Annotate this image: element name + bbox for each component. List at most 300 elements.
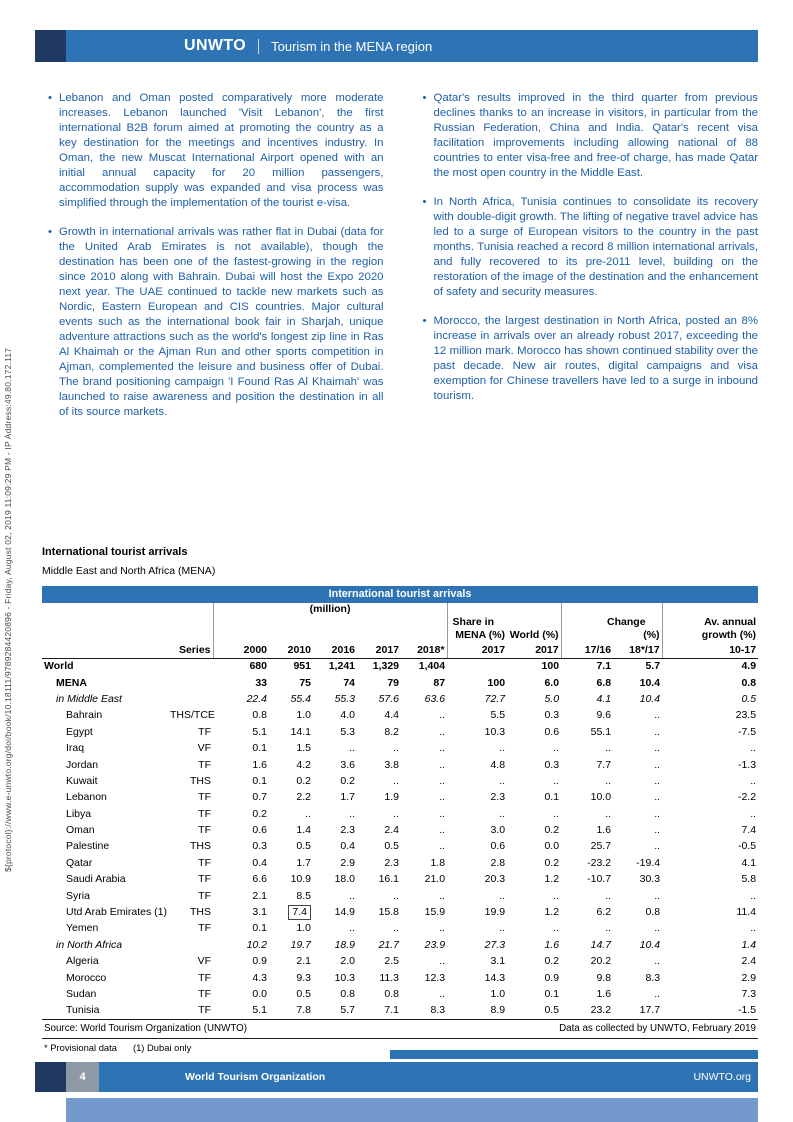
col-2000: 2000 (213, 642, 269, 658)
cell-share-world: 1.2 (544, 906, 560, 919)
cell-growth: 0.8 (741, 676, 757, 689)
footer-bottom-bar (66, 1098, 758, 1122)
cell-2018: 12.3 (424, 971, 446, 984)
row-label: Saudi Arabia (66, 873, 126, 886)
cell-2018: .. (439, 774, 446, 787)
body-columns (35, 91, 758, 434)
arrivals-data-table (42, 603, 758, 1019)
table-caption-title: International tourist arrivals (42, 546, 188, 558)
cell-2018: 15.9 (424, 906, 446, 919)
cell-2016: 14.9 (334, 906, 355, 919)
cell-2010: 1.4 (296, 824, 311, 837)
table-row (42, 691, 758, 707)
row-label: Utd Arab Emirates (1) (66, 906, 167, 919)
cell-2018: .. (439, 709, 446, 722)
cell-2018: .. (439, 807, 446, 820)
header-divider (258, 39, 259, 54)
cell-2010: 0.5 (296, 840, 311, 853)
cell-2016: .. (349, 742, 355, 755)
cell-growth: 1.4 (741, 938, 757, 951)
cell-2010: 14.1 (290, 725, 311, 738)
data-collection-note: Data as collected by UNWTO, February 2019 (559, 1022, 756, 1034)
cell-change-17-16: .. (605, 774, 612, 787)
table-row (42, 937, 758, 953)
header-row-groups-2 (42, 616, 758, 629)
cell-2010: 9.3 (296, 971, 311, 984)
cell-2000: 0.2 (252, 807, 267, 820)
cell-2018: .. (439, 824, 446, 837)
cell-2010: 2.1 (296, 955, 311, 968)
cell-2017: 1.9 (384, 791, 399, 804)
cell-2016: 0.4 (340, 840, 355, 853)
cell-2016: 18.0 (334, 873, 355, 886)
row-label: Jordan (66, 758, 99, 771)
source-note: Source: World Tourism Organization (UNWTO) (44, 1022, 248, 1034)
cell-2010: 8.5 (296, 889, 311, 902)
cell-2017: 57.6 (378, 692, 399, 705)
cell-change-17-16: 4.1 (596, 692, 612, 705)
row-series: TF (198, 807, 211, 820)
row-label: Tunisia (66, 1004, 100, 1017)
page-number: 4 (66, 1062, 99, 1092)
cell-2000: 0.6 (252, 824, 267, 837)
cell-2010: 19.7 (290, 938, 311, 951)
cell-change-18-17: .. (654, 725, 661, 738)
cell-2000: 1.6 (252, 758, 267, 771)
cell-2010: 0.5 (296, 988, 311, 1000)
cell-growth: 11.4 (736, 906, 757, 919)
paragraph-text: In North Africa, Tunisia continues to consolidate its recovery with double-digit growth. The lifting of negative travel advice has led to a surge of European visitors to the country in the past months. Tunisia reached a record 8 million international arrivals, and fully recovered to its pre-2011 level, building on the restoration of the image of the destination and the enhancement of safety and security measures. (433, 196, 758, 298)
cell-change-18-17: 10.4 (639, 676, 661, 689)
cell-change-18-17: 0.8 (645, 906, 661, 919)
group-million: (million) (213, 603, 447, 616)
header-accent-square (35, 30, 66, 62)
cell-2016: 2.0 (340, 955, 355, 968)
cell-share-mena: .. (499, 774, 506, 787)
cell-2018: .. (439, 988, 446, 1000)
row-label: World (44, 660, 74, 673)
header-row-years (42, 642, 758, 658)
table-source-row (42, 1019, 758, 1039)
table-row (42, 904, 758, 920)
table-row (42, 887, 758, 903)
cell-2000: 0.8 (252, 709, 267, 722)
cell-2018: 1,404 (418, 660, 446, 673)
cell-2016: .. (349, 807, 355, 820)
col-2017: 2017 (357, 642, 401, 658)
table-row (42, 871, 758, 887)
cell-2018: .. (439, 742, 446, 755)
cell-change-18-17: .. (654, 774, 661, 787)
row-series: TF (198, 971, 211, 984)
cell-growth: 7.3 (741, 988, 757, 1000)
cell-share-mena: 8.9 (490, 1004, 506, 1017)
cell-change-17-16: -10.7 (587, 873, 612, 886)
cell-share-mena: 4.8 (490, 758, 506, 771)
table-row (42, 658, 758, 674)
cell-change-17-16: 9.8 (596, 971, 612, 984)
cell-2017: .. (393, 774, 399, 787)
row-series (168, 658, 213, 674)
table-row (42, 969, 758, 985)
cell-2018: 1.8 (430, 856, 446, 869)
right-column (410, 91, 759, 434)
group-share-in: Share in (447, 616, 561, 629)
cell-2016: 0.2 (340, 774, 355, 787)
cell-growth: .. (750, 742, 757, 755)
cell-share-world: 0.0 (544, 840, 560, 853)
cell-growth: 2.4 (741, 955, 757, 968)
cell-growth: .. (750, 774, 757, 787)
cell-2017: 7.1 (384, 1004, 399, 1017)
cell-share-mena: 72.7 (484, 692, 506, 705)
col-2016: 2016 (313, 642, 357, 658)
cell-2000: 5.1 (252, 1004, 267, 1017)
cell-change-17-16: 55.1 (590, 725, 612, 738)
table-row (42, 806, 758, 822)
row-series: TF (198, 725, 211, 738)
cell-share-mena: 19.9 (484, 906, 506, 919)
cell-change-18-17: 17.7 (639, 1004, 661, 1017)
cell-2018: 87 (433, 676, 446, 689)
cell-change-17-16: 14.7 (590, 938, 612, 951)
cell-share-mena: 0.6 (490, 840, 506, 853)
cell-change-18-17: -19.4 (636, 856, 661, 869)
cell-2010: 1.5 (296, 742, 311, 755)
cell-2017: 21.7 (378, 938, 399, 951)
cell-2000: 22.4 (246, 692, 267, 705)
cell-2017: 2.5 (384, 955, 399, 968)
cell-share-mena: 3.0 (490, 824, 506, 837)
row-series: THS (190, 774, 211, 787)
cell-change-17-16: -23.2 (587, 856, 612, 869)
cell-2000: 0.0 (252, 988, 267, 1000)
cell-2010: 55.4 (290, 692, 311, 705)
row-label: Syria (66, 889, 90, 902)
col-share-world-year: 2017 (507, 642, 561, 658)
cell-share-world: 0.6 (544, 725, 560, 738)
cell-2016: 3.6 (340, 758, 355, 771)
cell-2018: 8.3 (430, 1004, 446, 1017)
bullet-icon: • (422, 196, 427, 208)
table-row (42, 838, 758, 854)
cell-2017: 15.8 (378, 906, 399, 919)
cell-2017: 8.2 (384, 725, 399, 738)
cell-2017: 79 (387, 676, 399, 689)
cell-2017: 2.4 (384, 824, 399, 837)
cell-2010: 4.2 (296, 758, 311, 771)
table-body (42, 658, 758, 1019)
cell-2017: .. (393, 922, 399, 935)
cell-2000: 6.6 (252, 873, 267, 886)
cell-change-18-17: .. (654, 824, 661, 837)
cell-change-17-16: 9.6 (596, 709, 612, 722)
cell-share-world: .. (553, 922, 560, 935)
cell-share-world: 0.3 (544, 709, 560, 722)
col-change-pct: (%) (643, 629, 660, 641)
row-series: TF (198, 922, 211, 935)
cell-change-18-17: .. (654, 840, 661, 853)
footnote-dubai: (1) Dubai only (132, 1041, 192, 1053)
cell-change-17-16: .. (605, 922, 612, 935)
bullet-paragraph (35, 91, 384, 211)
cell-2010: 1.7 (296, 856, 311, 869)
table-row (42, 789, 758, 805)
cell-share-world: 0.5 (544, 1004, 560, 1017)
cell-share-world: 0.1 (544, 791, 560, 804)
footer-website-link[interactable]: UNWTO.org (693, 1071, 751, 1083)
header-row-subgroups (42, 629, 758, 642)
cell-2000: 680 (249, 660, 267, 673)
cell-2018: 21.0 (424, 873, 446, 886)
row-series: TF (198, 988, 211, 1000)
cell-change-18-17: 10.4 (639, 692, 661, 705)
cell-share-mena (447, 658, 507, 674)
table-row (42, 986, 758, 1002)
bullet-icon: • (48, 226, 52, 238)
cell-growth: 7.4 (741, 824, 757, 837)
footer-org-name: World Tourism Organization (185, 1071, 326, 1083)
cell-2016: 5.7 (340, 1004, 355, 1017)
cell-change-17-16: 6.8 (596, 676, 612, 689)
cell-growth: 4.1 (741, 856, 757, 869)
bullet-icon: • (422, 315, 427, 327)
cell-change-18-17: 8.3 (645, 971, 661, 984)
cell-share-mena: 2.8 (490, 856, 506, 869)
row-series (168, 674, 213, 690)
cell-share-mena: .. (499, 742, 506, 755)
cell-2016: 74 (343, 676, 355, 689)
cell-change-17-16: 6.2 (596, 906, 612, 919)
cell-share-world: 0.9 (544, 971, 560, 984)
cell-2016: 2.9 (340, 856, 355, 869)
row-label: Sudan (66, 988, 97, 1000)
cell-2000: 2.1 (252, 889, 267, 902)
cell-growth: -1.5 (737, 1004, 757, 1017)
cell-2016: 1,241 (328, 660, 355, 673)
cell-2000: 0.1 (252, 774, 267, 787)
row-series: TF (198, 824, 211, 837)
row-series: TF (198, 873, 211, 886)
table-caption (42, 546, 215, 577)
cell-share-mena: .. (499, 889, 506, 902)
selected-value-box: 7.4 (288, 905, 311, 920)
col-series: Series (168, 642, 213, 658)
cell-2000: 0.3 (252, 840, 267, 853)
cell-share-mena: .. (499, 922, 506, 935)
cell-share-mena: 20.3 (484, 873, 506, 886)
cell-growth: 23.5 (735, 709, 757, 722)
row-label: Oman (66, 824, 95, 837)
cell-change-17-16: 7.1 (596, 660, 612, 673)
paragraph-text: Growth in international arrivals was rather flat in Dubai (data for the United Arab Emirates is not available), though the destination has been one of the fastest-growing in the region since 2010 along with Bahrain. Dubai will host the Expo 2020 next year. The UAE continued to tackle new markets such as Nordic, Eastern European and CIS countries. Major cultural events such as the international book fair in Sharjah, unique adventure attractions such as the world's longest zip line in Ras Al Khaimah or the Ajman Run and other sports competition in Ajman, complemented the leisure and business offer of Dubai. The brand positioning campaign 'I Found Ras Al Khaimah' was launched to raise awareness and position the destination in all of its source markets. (59, 226, 384, 418)
cell-2016: 18.9 (334, 938, 355, 951)
table-row (42, 920, 758, 936)
cell-change-17-16: 23.2 (590, 1004, 612, 1017)
cell-2000: 0.9 (252, 955, 267, 968)
cell-2000: 0.7 (252, 791, 267, 804)
row-label: in North Africa (56, 938, 123, 951)
cell-2018: .. (439, 791, 446, 804)
cell-share-world: 100 (541, 660, 560, 673)
cell-share-mena: 3.1 (490, 955, 506, 968)
bullet-paragraph (35, 225, 384, 420)
bullet-icon: • (48, 92, 52, 104)
cell-share-world: 0.3 (544, 758, 560, 771)
table-header (42, 603, 758, 658)
cell-2000: 0.4 (252, 856, 267, 869)
row-series: TF (198, 758, 211, 771)
paragraph-text: Lebanon and Oman posted comparatively more moderate increases. Lebanon launched 'Visit Lebanon', the first international B2B forum aimed at promoting the country as a key destination for the meetings and incentives industry. In Oman, the new Muscat International Airport opened with an initial annual capacity for 20 million passengers, accommodation supply was expanded and visa process was simplified through the implementation of the tourist e-visa. (59, 92, 384, 209)
table-row (42, 773, 758, 789)
arrivals-table-section (42, 586, 758, 1056)
col-share-world: World (%) (509, 629, 559, 641)
cell-2010 (269, 904, 313, 920)
table-row (42, 1002, 758, 1018)
cell-change-18-17: .. (654, 758, 661, 771)
cell-2018: 63.6 (424, 692, 446, 705)
row-label: Egypt (66, 725, 93, 738)
cell-2010: 10.9 (290, 873, 311, 886)
download-watermark: ${protocol}://www.e-unwto.org/doi/book/10.18111/9789284420896 - Friday, August 02, 2019 11:09:29 PM - IP Address:49.80.172.117 (3, 347, 13, 872)
table-row (42, 674, 758, 690)
cell-share-world: 1.6 (544, 938, 560, 951)
cell-growth: .. (750, 889, 757, 902)
table-caption-subtitle: Middle East and North Africa (MENA) (42, 565, 216, 577)
group-change: Change (561, 616, 662, 629)
cell-growth: -1.3 (737, 758, 757, 771)
cell-change-17-16: 20.2 (590, 955, 612, 968)
cell-share-mena: 5.5 (490, 709, 506, 722)
cell-2017: 2.3 (384, 856, 399, 869)
cell-share-world: 0.2 (544, 824, 560, 837)
footnote-provisional: * Provisional data (44, 1041, 117, 1053)
cell-growth: -2.2 (737, 791, 757, 804)
row-series: TF (198, 1004, 211, 1017)
table-row (42, 724, 758, 740)
table-row (42, 953, 758, 969)
row-series: TF (198, 791, 211, 804)
row-series (168, 937, 213, 953)
cell-share-mena: 10.3 (484, 725, 506, 738)
cell-share-mena: .. (499, 807, 506, 820)
col-share-mena-year: 2017 (447, 642, 507, 658)
bullet-paragraph (410, 91, 759, 181)
footer-accent-square (35, 1062, 66, 1092)
cell-2017: 3.8 (384, 758, 399, 771)
cell-share-mena: 100 (487, 676, 506, 689)
cell-2018: .. (439, 955, 446, 968)
cell-share-world: 5.0 (544, 692, 560, 705)
row-series: THS/TCE (170, 709, 215, 722)
cell-share-world: 1.2 (544, 873, 560, 886)
cell-2000: 0.1 (252, 742, 267, 755)
cell-share-mena: 1.0 (490, 988, 506, 1000)
cell-growth: 4.9 (741, 660, 757, 673)
cell-growth: .. (750, 807, 757, 820)
cell-2010: 2.2 (296, 791, 311, 804)
row-label: Yemen (66, 922, 99, 935)
row-series: VF (197, 742, 211, 755)
row-series: TF (198, 889, 211, 902)
cell-2016: .. (349, 922, 355, 935)
cell-change-17-16: 1.6 (596, 988, 612, 1000)
footer-accent-strip (390, 1050, 758, 1059)
cell-2017: 4.4 (384, 709, 399, 722)
header-row-groups-1 (42, 603, 758, 616)
bullet-paragraph (410, 314, 759, 404)
cell-2018: .. (439, 840, 446, 853)
cell-2010: .. (305, 807, 311, 820)
cell-change-18-17: .. (654, 791, 661, 804)
cell-change-18-17: .. (654, 922, 661, 935)
cell-2010: 1.0 (296, 922, 311, 935)
page-footer (35, 1062, 758, 1092)
cell-2017: 1,329 (372, 660, 399, 673)
cell-change-18-17: 10.4 (639, 938, 661, 951)
table-row (42, 740, 758, 756)
bullet-icon: • (422, 92, 427, 104)
cell-2016: 1.7 (340, 791, 355, 804)
col-change-18-17: 18*/17 (613, 642, 662, 658)
left-column (35, 91, 384, 434)
cell-2017: .. (393, 742, 399, 755)
cell-change-18-17: .. (654, 988, 661, 1000)
cell-change-17-16: 10.0 (590, 791, 612, 804)
cell-growth: 2.9 (741, 971, 757, 984)
cell-2018: .. (439, 922, 446, 935)
row-series: TF (198, 856, 211, 869)
table-title-bar: International tourist arrivals (42, 586, 758, 603)
cell-share-world: .. (553, 807, 560, 820)
cell-2018: .. (439, 725, 446, 738)
cell-change-17-16: 7.7 (596, 758, 612, 771)
cell-2000: 0.1 (252, 922, 267, 935)
cell-growth: .. (750, 922, 757, 935)
cell-2018: .. (439, 758, 446, 771)
cell-2017: 16.1 (378, 873, 399, 886)
bullet-paragraph (410, 195, 759, 300)
row-label: Kuwait (66, 774, 98, 787)
cell-2016: .. (349, 889, 355, 902)
row-label: Qatar (66, 856, 93, 869)
cell-share-world: .. (553, 742, 560, 755)
cell-change-17-16: .. (605, 889, 612, 902)
cell-2010: 951 (293, 660, 311, 673)
cell-2018: 23.9 (424, 938, 446, 951)
row-label: Lebanon (66, 791, 107, 804)
cell-2000: 5.1 (252, 725, 267, 738)
cell-2010: 7.8 (296, 1004, 311, 1017)
col-growth-pct: growth (%) (662, 629, 758, 642)
row-series: THS (190, 840, 211, 853)
col-growth-10-17: 10-17 (662, 642, 758, 658)
cell-share-world: .. (553, 774, 560, 787)
col-2010: 2010 (269, 642, 313, 658)
cell-share-world: .. (553, 889, 560, 902)
row-label: Iraq (66, 742, 85, 755)
cell-2016: 10.3 (334, 971, 355, 984)
paragraph-text: Qatar's results improved in the third quarter from previous declines thanks to an increase in visitors, in particular from the Russian Federation, China and India. Qatar's recent visa facilitation improvements including allowing national of 88 countries to enter visa-free and free-of charge, has made Qatar the most open country in the Middle East. (433, 92, 758, 179)
cell-2000: 4.3 (252, 971, 267, 984)
cell-2010: 75 (299, 676, 311, 689)
cell-2016: 4.0 (340, 709, 355, 722)
col-share-mena: MENA (%) (447, 629, 507, 642)
cell-2017: .. (393, 889, 399, 902)
cell-share-world: 6.0 (544, 676, 560, 689)
cell-growth: 0.5 (741, 692, 757, 705)
row-series (168, 691, 213, 707)
